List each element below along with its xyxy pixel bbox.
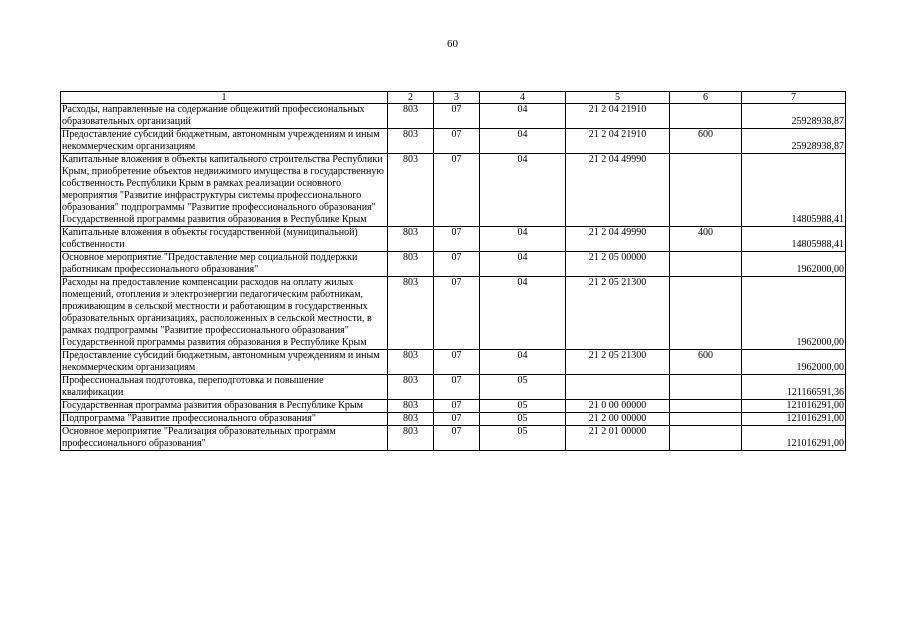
- row-amount-cell: 14805988,41: [742, 227, 846, 252]
- row-section-cell: 07: [434, 413, 480, 426]
- row-subsection-cell: 05: [480, 413, 566, 426]
- row-target-article-cell: 21 0 00 00000: [566, 400, 670, 413]
- column-header: 6: [670, 92, 742, 104]
- row-subsection-cell: 04: [480, 227, 566, 252]
- row-target-article-cell: 21 2 05 21300: [566, 277, 670, 350]
- row-amount-cell: 121016291,00: [742, 413, 846, 426]
- row-subsection-cell: 04: [480, 154, 566, 227]
- row-expense-type-cell: [670, 252, 742, 277]
- page-number: 60: [447, 38, 458, 50]
- row-amount-cell: 14805988,41: [742, 154, 846, 227]
- row-subsection-cell: 04: [480, 252, 566, 277]
- row-section-cell: 07: [434, 375, 480, 400]
- row-expense-type-cell: [670, 426, 742, 451]
- row-ved-cell: 803: [388, 154, 434, 227]
- table-row: [61, 154, 846, 227]
- table-row: [61, 375, 846, 400]
- row-expense-type-cell: [670, 154, 742, 227]
- row-expense-type-cell: 600: [670, 129, 742, 154]
- row-ved-cell: 803: [388, 104, 434, 129]
- row-target-article-cell: 21 2 04 21910: [566, 129, 670, 154]
- row-section-cell: 07: [434, 154, 480, 227]
- column-header: 7: [742, 92, 846, 104]
- row-subsection-cell: 05: [480, 375, 566, 400]
- row-section-cell: 07: [434, 129, 480, 154]
- column-header: 5: [566, 92, 670, 104]
- row-amount-cell: 121166591,36: [742, 375, 846, 400]
- row-target-article-cell: 21 2 04 21910: [566, 104, 670, 129]
- row-subsection-cell: 04: [480, 104, 566, 129]
- row-ved-cell: 803: [388, 413, 434, 426]
- row-subsection-cell: 05: [480, 400, 566, 413]
- row-ved-cell: 803: [388, 129, 434, 154]
- row-target-article-cell: [566, 375, 670, 400]
- row-name-cell: Расходы, направленные на содержание общежитий профессиональных образовательных организаций: [61, 104, 388, 129]
- header-row: [61, 92, 846, 104]
- row-name-cell: Предоставление субсидий бюджетным, автономным учреждениям и иным некоммерческим организациям: [61, 350, 388, 375]
- row-section-cell: 07: [434, 350, 480, 375]
- row-ved-cell: 803: [388, 350, 434, 375]
- row-amount-cell: 1962000,00: [742, 252, 846, 277]
- table-row: [61, 227, 846, 252]
- row-section-cell: 07: [434, 400, 480, 413]
- row-target-article-cell: 21 2 04 49990: [566, 227, 670, 252]
- row-target-article-cell: 21 2 05 00000: [566, 252, 670, 277]
- row-amount-cell: 1962000,00: [742, 277, 846, 350]
- row-name-cell: Расходы на предоставление компенсации расходов на оплату жилых помещений, отопления и электроэнергии педагогическим работникам, проживающим в сельской местности и работающим в государственных образовательных организациях, расположенных в сельской местности, в рамках подпрограммы "Развитие профессионального образования" Государственной программы развития образования в Республике Крым: [61, 277, 388, 350]
- row-name-cell: Капитальные вложения в объекты капитального строительства Республики Крым, приобретение объектов недвижимого имущества в государственную собственность Республики Крым в рамках реализации основного мероприятия "Развитие инфраструктуры системы профессионального образования" подпрограммы "Развитие профессионального образования" Государственной программы развития образования в Республике Крым: [61, 154, 388, 227]
- table-row: [61, 129, 846, 154]
- row-name-cell: Профессиональная подготовка, переподготовка и повышение квалификации: [61, 375, 388, 400]
- row-ved-cell: 803: [388, 400, 434, 413]
- table-row: [61, 426, 846, 451]
- row-ved-cell: 803: [388, 375, 434, 400]
- row-expense-type-cell: [670, 413, 742, 426]
- row-name-cell: Основное мероприятие "Реализация образовательных программ профессионального образования": [61, 426, 388, 451]
- row-subsection-cell: 04: [480, 277, 566, 350]
- table-row: [61, 252, 846, 277]
- row-subsection-cell: 04: [480, 129, 566, 154]
- column-header: 1: [61, 92, 388, 104]
- row-amount-cell: 121016291,00: [742, 400, 846, 413]
- row-ved-cell: 803: [388, 277, 434, 350]
- budget-table: [60, 91, 846, 451]
- column-header: 3: [434, 92, 480, 104]
- row-section-cell: 07: [434, 426, 480, 451]
- row-expense-type-cell: [670, 400, 742, 413]
- table-row: [61, 104, 846, 129]
- row-name-cell: Государственная программа развития образования в Республике Крым: [61, 400, 388, 413]
- table-row: [61, 350, 846, 375]
- row-name-cell: Предоставление субсидий бюджетным, автономным учреждениям и иным некоммерческим организациям: [61, 129, 388, 154]
- row-name-cell: Подпрограмма "Развитие профессионального образования": [61, 413, 388, 426]
- row-name-cell: Основное мероприятие "Предоставление мер социальной поддержки работникам профессионального образования": [61, 252, 388, 277]
- row-section-cell: 07: [434, 277, 480, 350]
- row-expense-type-cell: [670, 104, 742, 129]
- row-target-article-cell: 21 2 01 00000: [566, 426, 670, 451]
- row-section-cell: 07: [434, 227, 480, 252]
- row-ved-cell: 803: [388, 252, 434, 277]
- row-amount-cell: 25928938,87: [742, 104, 846, 129]
- row-ved-cell: 803: [388, 227, 434, 252]
- row-amount-cell: 25928938,87: [742, 129, 846, 154]
- row-amount-cell: 121016291,00: [742, 426, 846, 451]
- table-row: [61, 277, 846, 350]
- row-expense-type-cell: [670, 277, 742, 350]
- row-amount-cell: 1962000,00: [742, 350, 846, 375]
- row-subsection-cell: 05: [480, 426, 566, 451]
- row-section-cell: 07: [434, 104, 480, 129]
- row-expense-type-cell: 600: [670, 350, 742, 375]
- row-target-article-cell: 21 2 04 49990: [566, 154, 670, 227]
- table-row: [61, 413, 846, 426]
- row-ved-cell: 803: [388, 426, 434, 451]
- row-target-article-cell: 21 2 05 21300: [566, 350, 670, 375]
- row-name-cell: Капитальные вложения в объекты государственной (муниципальной) собственности: [61, 227, 388, 252]
- table-row: [61, 400, 846, 413]
- row-expense-type-cell: 400: [670, 227, 742, 252]
- row-expense-type-cell: [670, 375, 742, 400]
- row-target-article-cell: 21 2 00 00000: [566, 413, 670, 426]
- row-subsection-cell: 04: [480, 350, 566, 375]
- row-section-cell: 07: [434, 252, 480, 277]
- column-header: 4: [480, 92, 566, 104]
- column-header: 2: [388, 92, 434, 104]
